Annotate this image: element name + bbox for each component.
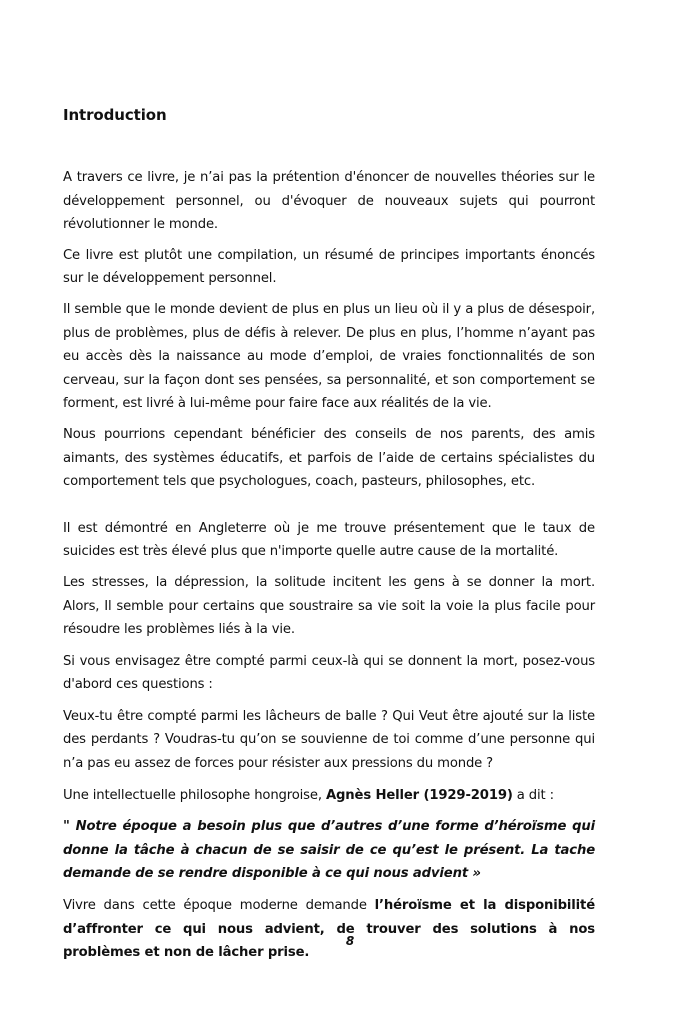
paragraph-questions: Veux-tu être compté parmi les lâcheurs de balle ? Qui Veut être ajouté sur la liste des perdants ? Voudras-tu qu’on se souvienne de toi comme d’une personne qui n’a pas eu assez de forces pour résister aux pressions du monde ? [63,708,595,772]
paragraph-citation-intro [63,784,595,808]
paragraph-conclusion [63,894,595,965]
conclusion-text: Vivre dans cette époque moderne demande [63,898,375,914]
paragraph-questions-intro: Si vous envisagez être compté parmi ceux-là qui se donnent la mort, posez-vous d'abord ces questions : [63,653,595,693]
section-heading: Introduction [63,106,167,124]
body-text [63,166,595,965]
paragraph-intent: A travers ce livre, je n’ai pas la prétention d'énoncer de nouvelles théories sur le développement personnel, ou d'évoquer de nouveaux sujets qui pourront révolutionner le monde. [63,170,595,233]
paragraph-advice: Nous pourrions cependant bénéficier des conseils de nos parents, des amis aimants, des systèmes éducatifs, et parfois de l’aide de certains spécialistes du comportement tels que psychologues, coach, pasteurs, philosophes, etc. [63,426,595,490]
paragraph-stress: Les stresses, la dépression, la solitude incitent les gens à se donner la mort. Alors, Il semble pour certains que soustraire sa vie soit la voie la plus facile pour résoudre les problèmes liés à la vie. [63,574,595,638]
paragraph-despair: Il semble que le monde devient de plus en plus un lieu où il y a plus de désespoir, plus de problèmes, plus de défis à relever. De plus en plus, l’homme n’ayant pas eu accès dès la naissance au mode d’emploi, de vraies fonctionnalités de son cerveau, sur la façon dont ses pensées, sa personnalité, et son comportement se forment, est livré à lui-même pour faire face aux réalités de la vie. [63,301,595,412]
conclusion-emphasis: l’héroïsme et la disponibilité d’affronter ce qui nous advient, de trouver des solutions à nos problèmes et non de lâcher prise. [63,898,595,961]
author-name: Agnès Heller (1929-2019) [325,787,513,803]
paragraph-compilation: Ce livre est plutôt une compilation, un résumé de principes importants énoncés sur le développement personnel. [63,247,595,287]
quotation: " Notre époque a besoin plus que d’autres d’une forme d’héroïsme qui donne la tâche à chacun de se saisir de ce qu’est le présent. La tache demande de se rendre disponible à ce qui nous advient » [63,819,595,882]
page-number: 8 [345,934,355,948]
paragraph-suicide-rate: Il est démontré en Angleterre où je me trouve présentement que le taux de suicides est très élevé plus que n'importe quelle autre cause de la mortalité. [63,520,595,560]
citation-intro-text: Une intellectuelle philosophe hongroise, [63,787,326,803]
citation-intro-end: a dit : [512,787,554,803]
